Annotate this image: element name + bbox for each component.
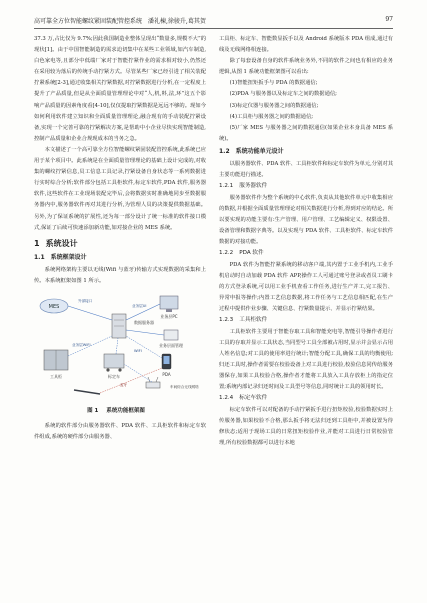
- left-column: [34, 34, 206, 443]
- business-ui-label: 业务层UI: [132, 303, 147, 308]
- scope-paragraph: 本文描述了一个高可靠全方位智能螺纹紧固装配管控系统,此系统已应用于某个项目中。此系统是在全面质量管理理论的基础上设计完成的,对收集的螺纹拧紧信息,员工信息工具记录,拧紧设备自身状态等一系列数据进行实时综合分析;软件部分包括工具柜软件,标定车软件,PDA 软件,服务器软件,这些软件在工业现场装配完毕后,会将数据实时准确地同步至数据服务器内中,服务器软件再对其进行分析,为管理人员的决策提供数据基础。另外,为了保证系统的扩展性,还为每一部分设计了统一标准的软件接口模式,保证了后续可快速添加新功能,如对接企业的 MES 系统。: [34, 146, 206, 231]
- list-item: (3)标定仪器与服务器之间的数据通信;: [229, 102, 319, 109]
- section-1-1-heading: [34, 252, 206, 264]
- pda-label: PDA: [162, 371, 171, 377]
- monitor-icon: [160, 296, 178, 309]
- list-item: (4)工具柜与服务器之间的数据通信;: [229, 113, 314, 120]
- wrench-icon: [74, 390, 100, 394]
- subsubsection-number: 1.2.1: [219, 183, 234, 190]
- subsubsection-title: 服务器软件: [239, 183, 268, 190]
- section-1-2-1-heading: [219, 181, 393, 193]
- link-line: [124, 364, 152, 382]
- subsubsection-title: 工具柜软件: [239, 317, 268, 324]
- monitor-stand-icon: [166, 309, 172, 312]
- link-line: [126, 336, 162, 358]
- calibration-cart-label: 标定车: [108, 373, 120, 379]
- calibration-paragraph: 标定车软件可以对配备的手动拧紧扳手进行扭矩校验,校验数据实时上传服务器,如果校验不合格,那么扳手将无法归还到工具柜中,并被设置为待修状态;适用于现场工具的日常扭矩校验作业,并能对工具进行日常校验管理,所有校验数据都可以进行本地: [219, 406, 393, 446]
- business-ops-label: 业务层面管理: [159, 342, 183, 348]
- server-paragraph: 服务器软件作为整个系统的中心软件,负责从其他软件单元中收集相应的数据,并根据全面质量管理理论对相关数据进行分析,得到对应的结论。所以要实现的功能主要有:生产管理、用户管理、工艺编辑定义、权限设置、设备管理和数据字典等。以及实现与 PDA 软件、工具柜软件、标定车软件数据的对接功能。: [219, 194, 393, 245]
- subsection-title: 系统功能单元设计: [235, 147, 284, 155]
- link-line: [116, 338, 118, 354]
- software-composition-paragraph: 系统的软件部分由服务器软件、PDA 软件、工具柜软件和标定车软件组成,系统的硬件部分由服务器、: [34, 422, 206, 441]
- right-column: [219, 34, 393, 449]
- running-header: [34, 16, 393, 29]
- pda-paragraph: PDA 软件为智能拧紧系统的移动客户端,其内置于工业手机内,工业手机启动时自动加载 PDA 软件 APP,操作工人可通过账号登录或者员工刷卡的方式登录系统,可以用工业手机查看工作任务,进行生产并工,完工报告、异常申报等操作;内置工艺信息数据,将工作任务与工艺信息相匹配,在生产过程中提供作业步骤、关键信息、拧紧数量提示、并显示拧紧结果。: [219, 261, 393, 312]
- bluetooth-label: 蓝牙: [120, 382, 128, 387]
- subsection-number: 1.1: [34, 253, 45, 261]
- section-1-2-2-heading: [219, 248, 393, 260]
- calibration-cart-icon: [104, 354, 124, 368]
- subsubsection-title: PDA 软件: [239, 250, 264, 257]
- units-paragraph: 以服务器软件、PDA 软件、工具柜软件和标定车软件为单元,分别对其主要功能进行描述。: [219, 160, 393, 179]
- section-title: 系统设计: [45, 238, 78, 248]
- subsection-number: 1.2: [219, 147, 230, 155]
- subsubsection-number: 1.2.4: [219, 395, 234, 402]
- section-1-heading: [34, 237, 206, 250]
- business-pc-label: 业务层PC: [160, 313, 178, 319]
- journal-header: 高可靠全方位智能螺纹紧固装配管控系统 潘礼楝,徐骏升,葛其贺: [34, 18, 206, 25]
- subsubsection-title: 标定车软件: [239, 395, 268, 402]
- list-item: (5)厂家 MES 与服务器之间的数据通信(如果企业本身具备 MES 系统)。: [219, 124, 393, 142]
- link-line: [100, 368, 162, 393]
- list-item: (2)PDA 与服务器以及标定车之间的数据通信;: [229, 91, 337, 98]
- communication-list: [219, 78, 393, 145]
- wifi-router-icon: [146, 382, 160, 388]
- cabinet-paragraph: 工具柜软件主要用于智能存取工具和智能充电等,智能引导操作者进行工具的存取并显示工具状态,当同型号工具全部被占用时,显示并会显示占用人姓名信息;对工具的使用率进行统计;智能分配工具,确保工具的均衡使用;归还工具时,操作者需要在校验设备上对工具进行校验,校验信息同传给服务器保存,如果工具校验合格,操作者才能将工具放入工具存放柜上的指定位置;系统内部记录归还时间及工具型号等信息,同时统计工具的领用时长。: [219, 328, 393, 391]
- business-wifi-label: 业务层WIFI: [72, 342, 91, 347]
- page-number: 97: [385, 16, 393, 23]
- figure-number: 图 1: [87, 407, 99, 414]
- section-number: 1: [34, 238, 40, 248]
- section-1-2-heading: [219, 146, 393, 158]
- link-line: [126, 330, 164, 335]
- figure-caption: [34, 406, 206, 417]
- list-item: (1)智能扭矩扳手与 PDA 的数据通信;: [229, 80, 318, 87]
- logic-paragraph: 除了每套设备自身的软件系统业务外,不同的软件之间也有相应的业务逻辑,从图 1 系统功能框架图可以看出:: [219, 58, 393, 76]
- laptop-icon: [164, 330, 178, 340]
- section-1-2-3-heading: [219, 315, 393, 327]
- subsubsection-number: 1.2.2: [219, 250, 234, 257]
- section-1-2-4-heading: [219, 393, 393, 405]
- external-interface-label: 外部接口: [78, 298, 93, 303]
- wifi-ap-label: 车间综合无线网络: [170, 384, 199, 389]
- figure-title: 系统功能框架图: [106, 407, 145, 414]
- framework-paragraph: 系统网络架构主要以无线(Wifi 与蓝牙)传输方式实现数据的采集和上传。本系统框架如图 1 所示。: [34, 266, 206, 284]
- wifi-label: WIFI: [134, 348, 142, 353]
- system-diagram: [34, 290, 206, 404]
- hardware-continuation: 工具柜、标定车、智能数显扳手以及 Android 系统版本 PDA 组成,通过有线及无线网络相连接。: [219, 36, 393, 54]
- figure-1: [34, 290, 206, 404]
- subsection-title: 系统框架设计: [50, 253, 87, 261]
- mes-label: MES: [48, 303, 60, 310]
- data-server-label: 数据服务器: [134, 319, 154, 325]
- subsubsection-number: 1.2.3: [219, 317, 234, 324]
- intro-paragraph: 37.3 万,占比仅为 9.7%;因此我国制造业整体呈现出“数量多,规模不大”的现状[1]。由于中国智能制造的需求迫切集中在某些工业领域,如汽车制造,白色家电等,且部分中低端厂家对于智能拧紧作业的需求相对较小,仍然还在采用较为落后的传统手动拧紧方式。尽管某些厂家已经引进了相关装配拧紧系统[2-3],通过收集相关拧紧数据,对拧紧数据进行分析,在一定程度上提升了产品质量,但是从全面质量管理理论中对“人,机,料,法,环”这五个影响产品质量的因素角度看[4-10],仅仅提取拧紧数据是远远不够的。现如今如何利用软件建立知识和全面质量管理理论,融合现有的手动装配拧紧设备,实现一个完善可靠的拧紧解决方案,是帮助中小企业尽快实现智能制造,控制产品质量和企业合规现成本的当务之急。: [34, 36, 206, 142]
- tool-cabinet-label: 工具柜: [50, 373, 62, 379]
- link-line: [68, 306, 112, 320]
